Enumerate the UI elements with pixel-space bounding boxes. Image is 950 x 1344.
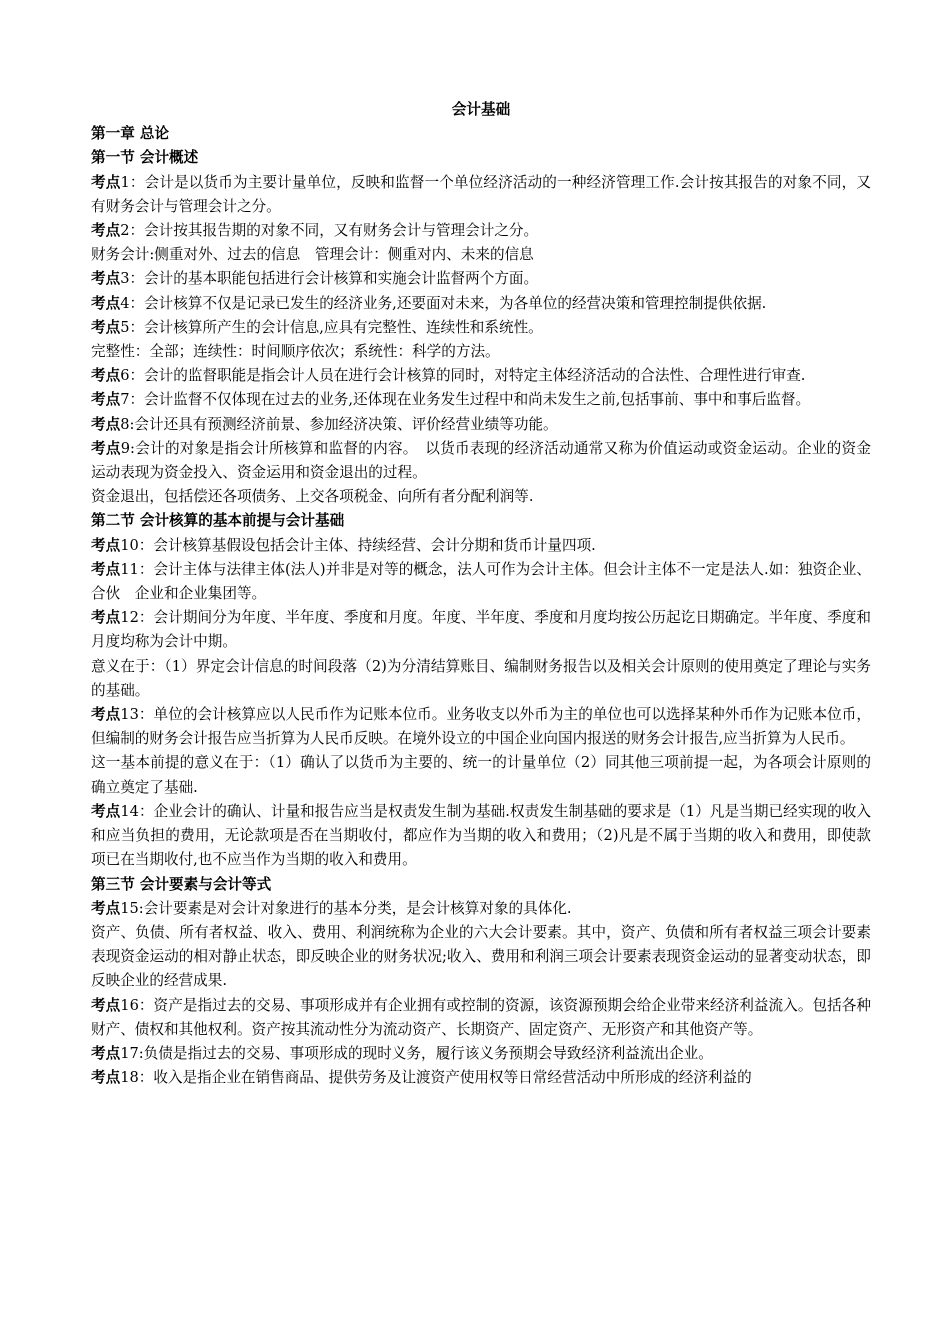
exam-point-label: 考点 bbox=[91, 1044, 121, 1062]
section-heading: 第一节 会计概述 bbox=[91, 149, 199, 167]
exam-point-paragraph bbox=[91, 897, 871, 921]
section-heading: 第一章 总论 bbox=[91, 125, 170, 143]
exam-point-label: 考点 bbox=[91, 294, 121, 312]
exam-point-label: 考点 bbox=[91, 367, 121, 385]
exam-point-text: 14：企业会计的确认、计量和报告应当是权责发生制为基础.权责发生制基础的要求是（1）凡是当期已经实现的收入和应当负担的费用，无论款项是否在当期收付，都应作为当期的收入和费用；（2)凡是不属于当期的收入和费用，即使款项已在当期收付,也不应当作为当期的收入和费用。 bbox=[91, 802, 871, 869]
exam-point-paragraph bbox=[91, 219, 871, 243]
exam-point-text: 9:会计的对象是指会计所核算和监督的内容。 以货币表现的经济活动通常又称为价值运动或资金运动。企业的资金运动表现为资金投入、资金运用和资金退出的过程。 bbox=[91, 439, 871, 482]
exam-point-text: 3：会计的基本职能包括进行会计核算和实施会计监督两个方面。 bbox=[120, 270, 539, 288]
exam-point-text: 2：会计按其报告期的对象不同，又有财务会计与管理会计之分。 bbox=[120, 222, 539, 240]
exam-point-text: 7：会计监督不仅体现在过去的业务,还体现在业务发生过程中和尚未发生之前,包括事前、事中和事后监督。 bbox=[120, 391, 811, 409]
exam-point-paragraph bbox=[91, 1042, 871, 1066]
exam-point-paragraph bbox=[91, 316, 871, 340]
exam-point-label: 考点 bbox=[91, 415, 121, 433]
document-title: 会计基础 bbox=[451, 101, 511, 118]
exam-point-paragraph bbox=[91, 437, 871, 485]
exam-point-label: 考点 bbox=[91, 1069, 121, 1087]
body-paragraph: 完整性：全部；连续性：时间顺序依次；系统性：科学的方法。 bbox=[91, 343, 500, 361]
exam-point-label: 考点 bbox=[91, 609, 121, 627]
exam-point-label: 考点 bbox=[91, 536, 121, 554]
exam-point-text: 8:会计还具有预测经济前景、参加经济决策、评价经营业绩等功能。 bbox=[120, 415, 558, 433]
exam-point-label: 考点 bbox=[91, 270, 121, 288]
exam-point-label: 考点 bbox=[91, 439, 121, 457]
exam-point-paragraph bbox=[91, 800, 871, 873]
section-heading: 第三节 会计要素与会计等式 bbox=[91, 875, 272, 893]
exam-point-paragraph bbox=[91, 364, 871, 388]
exam-point-paragraph bbox=[91, 703, 871, 751]
exam-point-label: 考点 bbox=[91, 173, 121, 191]
section-heading: 第二节 会计核算的基本前提与会计基础 bbox=[91, 512, 345, 530]
document-body bbox=[91, 122, 871, 1090]
exam-point-label: 考点 bbox=[91, 560, 121, 578]
exam-point-label: 考点 bbox=[91, 996, 121, 1014]
exam-point-paragraph bbox=[91, 994, 871, 1042]
exam-point-label: 考点 bbox=[91, 391, 121, 409]
body-paragraph: 资金退出，包括偿还各项债务、上交各项税金、向所有者分配利润等. bbox=[91, 488, 534, 506]
exam-point-paragraph bbox=[91, 292, 871, 316]
exam-point-text: 6：会计的监督职能是指会计人员在进行会计核算的同时，对特定主体经济活动的合法性、合理性进行审查. bbox=[120, 367, 806, 385]
document-page bbox=[91, 98, 871, 1090]
exam-point-text: 18：收入是指企业在销售商品、提供劳务及让渡资产使用权等日常经营活动中所形成的经济利益的 bbox=[120, 1069, 752, 1087]
exam-point-text: 11：会计主体与法律主体(法人)并非是对等的概念，法人可作为会计主体。但会计主体不一定是法人.如：独资企业、合伙 企业和企业集团等。 bbox=[91, 560, 871, 603]
exam-point-paragraph bbox=[91, 534, 871, 558]
exam-point-label: 考点 bbox=[91, 899, 121, 917]
exam-point-text: 5：会计核算所产生的会计信息,应具有完整性、连续性和系统性。 bbox=[120, 318, 543, 336]
exam-point-label: 考点 bbox=[91, 222, 121, 240]
exam-point-text: 17:负债是指过去的交易、事项形成的现时义务，履行该义务预期会导致经济利益流出企业。 bbox=[120, 1044, 713, 1062]
exam-point-label: 考点 bbox=[91, 802, 121, 820]
exam-point-text: 13：单位的会计核算应以人民币作为记账本位币。业务收支以外币为主的单位也可以选择某种外币作为记账本位币，但编制的财务会计报告应当折算为人民币反映。在境外设立的中国企业向国内报送的财务会计报告,应当折算为人民币。 bbox=[91, 706, 871, 748]
exam-point-text: 4：会计核算不仅是记录已发生的经济业务,还要面对未来，为各单位的经营决策和管理控制提供依据. bbox=[120, 294, 767, 312]
exam-point-paragraph bbox=[91, 267, 871, 291]
exam-point-label: 考点 bbox=[91, 706, 121, 724]
body-paragraph: 意义在于：（1）界定会计信息的时间段落（2)为分清结算账目、编制财务报告以及相关会计原则的使用奠定了理论与实务的基础。 bbox=[91, 657, 871, 699]
exam-point-label: 考点 bbox=[91, 318, 121, 336]
exam-point-paragraph bbox=[91, 1066, 871, 1090]
exam-point-text: 16：资产是指过去的交易、事项形成并有企业拥有或控制的资源，该资源预期会给企业带来经济利益流入。包括各种财产、债权和其他权利。资产按其流动性分为流动资产、长期资产、固定资产、无形资产和其他资产等。 bbox=[91, 996, 871, 1038]
exam-point-text: 15:会计要素是对会计对象进行的基本分类，是会计核算对象的具体化. bbox=[120, 899, 572, 917]
body-paragraph: 资产、负债、所有者权益、收入、费用、利润统称为企业的六大会计要素。其中，资产、负债和所有者权益三项会计要素表现资金运动的相对静止状态，即反映企业的财务状况;收入、费用和利润三项会计要素表现资金运动的显著变动状态，即反映企业的经营成果. bbox=[91, 923, 871, 990]
body-paragraph: 这一基本前提的意义在于：（1）确认了以货币为主要的、统一的计量单位（2）同其他三项前提一起，为各项会计原则的确立奠定了基础. bbox=[91, 754, 871, 796]
exam-point-paragraph bbox=[91, 606, 871, 654]
exam-point-paragraph bbox=[91, 171, 871, 219]
exam-point-paragraph bbox=[91, 388, 871, 412]
exam-point-paragraph bbox=[91, 413, 871, 437]
body-paragraph: 财务会计:侧重对外、过去的信息 管理会计：侧重对内、未来的信息 bbox=[91, 246, 534, 264]
exam-point-text: 1：会计是以货币为主要计量单位，反映和监督一个单位经济活动的一种经济管理工作.会计按其报告的对象不同，又有财务会计与管理会计之分。 bbox=[91, 173, 871, 215]
exam-point-text: 10：会计核算基假设包括会计主体、持续经营、会计分期和货币计量四项. bbox=[120, 536, 596, 554]
exam-point-paragraph bbox=[91, 558, 871, 606]
exam-point-text: 12：会计期间分为年度、半年度、季度和月度。年度、半年度、季度和月度均按公历起讫日期确定。半年度、季度和月度均称为会计中期。 bbox=[91, 609, 871, 651]
